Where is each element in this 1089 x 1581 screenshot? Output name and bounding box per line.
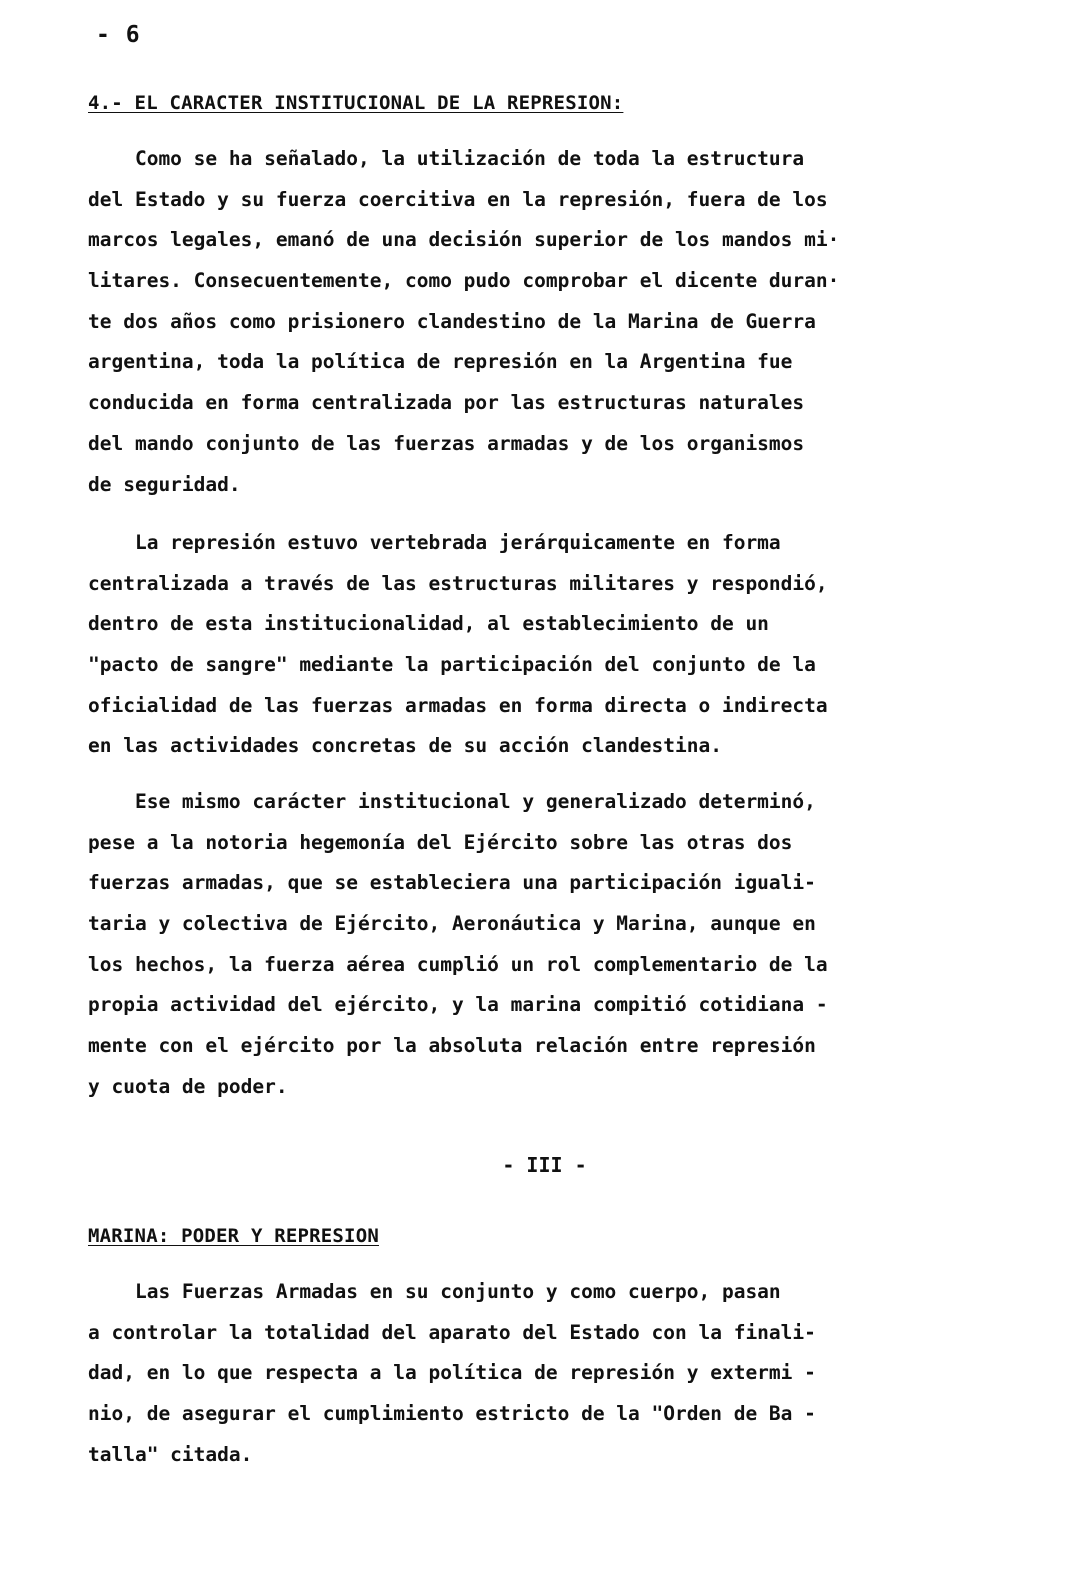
text-line: fuerzas armadas, que se estableciera una participación iguali- xyxy=(88,871,816,895)
text-line: te dos años como prisionero clandestino de la Marina de Guerra xyxy=(88,309,816,333)
text-line: dad, en lo que respecta a la política de represión y extermi - xyxy=(88,1361,816,1385)
text-line: litares. Consecuentemente, como pudo comprobar el dicente duran· xyxy=(88,269,840,293)
chapter-divider: - III - xyxy=(502,1153,587,1177)
text-line: conducida en forma centralizada por las estructuras naturales xyxy=(88,391,805,415)
page-number: - 6 xyxy=(96,22,141,48)
text-line: La represión estuvo vertebrada jerárquicamente en forma xyxy=(88,531,781,554)
text-line: Ese mismo carácter institucional y generalizado determinó, xyxy=(88,790,816,813)
text-line: "pacto de sangre" mediante la participación del conjunto de la xyxy=(88,653,816,677)
text-line: marcos legales, emanó de una decisión superior de los mandos mi· xyxy=(88,228,840,252)
section-4-heading: 4.- EL CARACTER INSTITUCIONAL DE LA REPRESION: xyxy=(88,92,624,114)
section-4-paragraph-3 xyxy=(88,782,1008,1108)
text-line: centralizada a través de las estructuras militares y respondió, xyxy=(88,571,828,595)
text-line: oficialidad de las fuerzas armadas en forma directa o indirecta xyxy=(88,693,828,717)
text-line: y cuota de poder. xyxy=(88,1074,288,1098)
text-line: Las Fuerzas Armadas en su conjunto y como cuerpo, pasan xyxy=(88,1280,781,1303)
section-4-paragraph-1 xyxy=(88,139,1008,505)
section-4-paragraph-2 xyxy=(88,523,1008,767)
text-line: del mando conjunto de las fuerzas armadas y de los organismos xyxy=(88,431,805,455)
text-line: Como se ha señalado, la utilización de toda la estructura xyxy=(88,147,805,170)
text-line: propia actividad del ejército, y la marina compitió cotidiana - xyxy=(88,993,828,1017)
text-line: los hechos, la fuerza aérea cumplió un rol complementario de la xyxy=(88,952,828,976)
text-line: nio, de asegurar el cumplimiento estricto de la "Orden de Ba - xyxy=(88,1402,816,1426)
text-line: pese a la notoria hegemonía del Ejército sobre las otras dos xyxy=(88,830,793,854)
text-line: taria y colectiva de Ejército, Aeronáutica y Marina, aunque en xyxy=(88,912,816,936)
marina-paragraph-1 xyxy=(88,1272,1008,1475)
text-line: del Estado y su fuerza coercitiva en la represión, fuera de los xyxy=(88,187,828,211)
text-line: dentro de esta institucionalidad, al establecimiento de un xyxy=(88,612,769,636)
text-line: de seguridad. xyxy=(88,472,241,496)
text-line: en las actividades concretas de su acción clandestina. xyxy=(88,734,722,758)
text-line: mente con el ejército por la absoluta relación entre represión xyxy=(88,1034,816,1058)
text-line: talla" citada. xyxy=(88,1442,253,1466)
marina-section-heading: MARINA: PODER Y REPRESION xyxy=(88,1225,379,1247)
text-line: a controlar la totalidad del aparato del Estado con la finali- xyxy=(88,1320,816,1344)
text-line: argentina, toda la política de represión en la Argentina fue xyxy=(88,350,793,374)
